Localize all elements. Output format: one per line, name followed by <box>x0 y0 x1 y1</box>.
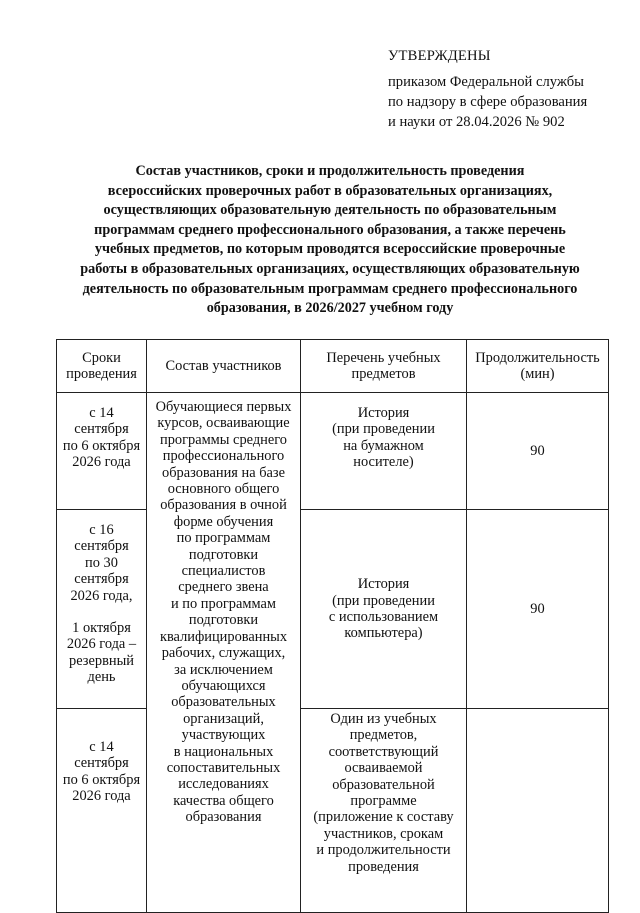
header-duration: Продолжительность (мин) <box>467 340 609 393</box>
dates-cell: с 14 сентября по 6 октября 2026 года <box>57 709 147 913</box>
header-participants: Состав участников <box>147 340 301 393</box>
participants-cell: Обучающиеся первых курсов, осваивающие программы среднего профессионального образования на базе основного общего образования в очной форме обучения по программам подготовки специалистов среднего звена и по программам подготовки квалифицированных рабочих, служащих, за исключением обучающихся образовательных организаций, участвующих в национальных сопоставительных исследованиях качества общего образования <box>147 393 301 913</box>
duration-cell <box>467 709 609 913</box>
duration-cell: 90 <box>467 393 609 510</box>
title-line: программам среднего профессионального образования, а также перечень <box>94 221 566 238</box>
document-title <box>60 162 600 319</box>
table-row <box>57 393 609 510</box>
title-line: Состав участников, сроки и продолжительность проведения <box>135 163 525 179</box>
subject-cell: Один из учебных предметов, соответствующий осваиваемой образовательной программе (приложение к составу участников, срокам и продолжительности проведения <box>301 709 467 913</box>
title-line: работы в образовательных организациях, осуществляющих образовательную <box>80 260 580 277</box>
header-subjects: Перечень учебных предметов <box>301 340 467 393</box>
title-line: всероссийских проверочных работ в образовательных организациях, <box>107 182 553 199</box>
subject-cell: История (при проведении с использованием компьютера) <box>301 510 467 709</box>
table-row <box>57 510 609 709</box>
schedule-table <box>56 339 609 913</box>
title-line: деятельность по образовательным программам среднего профессионального <box>82 280 578 297</box>
table-row <box>57 709 609 913</box>
approval-line: и науки от 28.04.2026 № 902 <box>388 114 565 130</box>
dates-cell: с 16 сентября по 30 сентября 2026 года, 1 октября 2026 года – резервный день <box>57 510 147 709</box>
title-line: осуществляющих образовательную деятельность по образовательным <box>103 202 557 219</box>
approval-line: приказом Федеральной службы <box>388 74 584 90</box>
approval-line: по надзору в сфере образования <box>388 94 588 110</box>
subject-cell: История (при проведении на бумажном носителе) <box>301 393 467 510</box>
dates-cell: с 14 сентября по 6 октября 2026 года <box>57 393 147 510</box>
title-line: учебных предметов, по которым проводятся всероссийские проверочные <box>94 241 566 258</box>
table-header-row <box>57 340 609 393</box>
header-dates: Сроки проведения <box>57 340 147 393</box>
title-line: образования, в 2026/2027 учебном году <box>206 300 454 317</box>
approval-block <box>388 46 628 132</box>
approval-heading: УТВЕРЖДЕНЫ <box>388 48 491 64</box>
duration-cell: 90 <box>467 510 609 709</box>
